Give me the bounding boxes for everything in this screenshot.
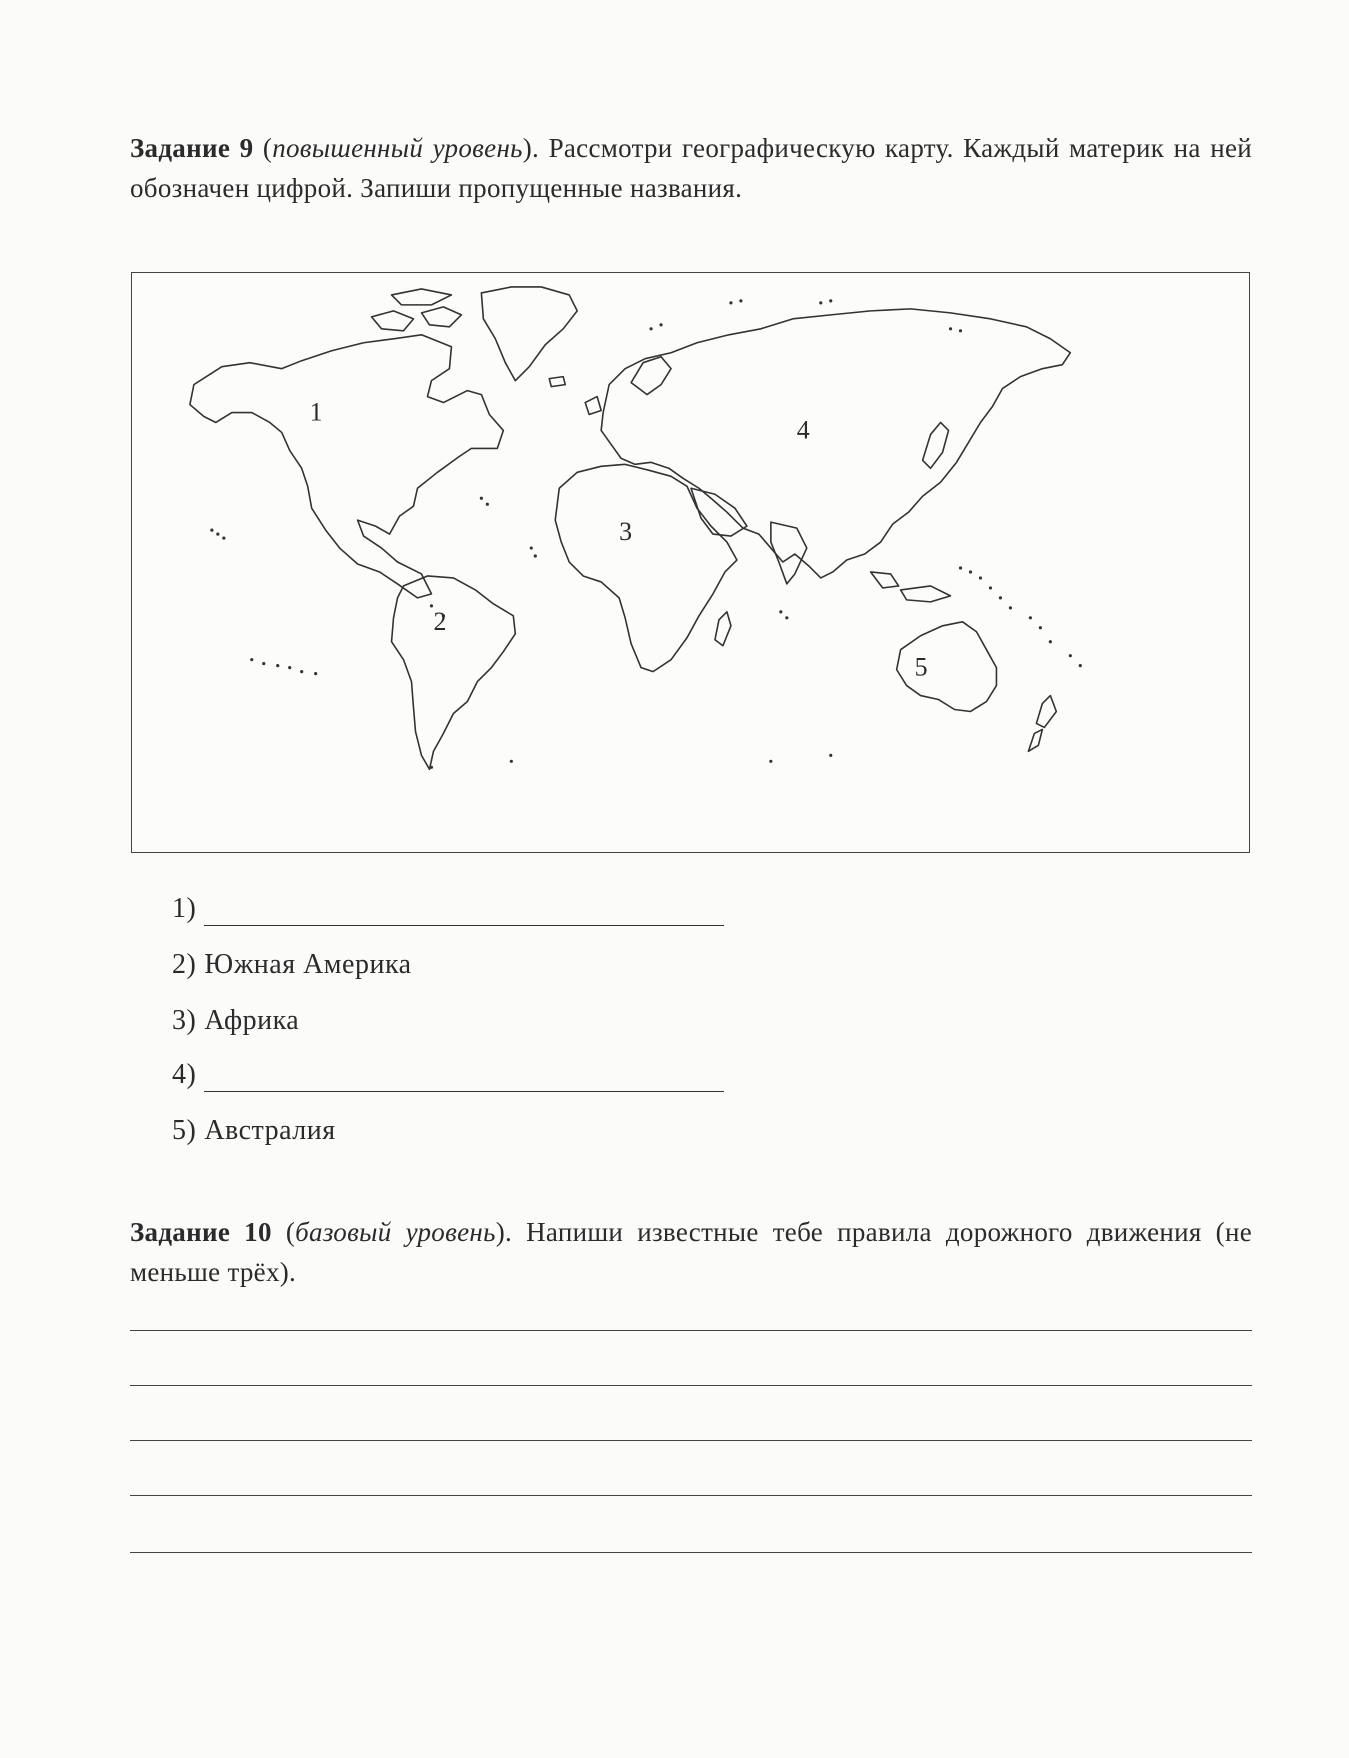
island-dots xyxy=(210,299,1082,769)
answer-1 xyxy=(172,892,724,926)
answer-4-number: 4) xyxy=(172,1059,197,1090)
task-9-text: Задание 9 (повышенный уровень). Рассмотри географическую карту. Каждый материк на ней обозначен цифрой. Запиши пропущенные названия. xyxy=(130,133,1252,203)
answer-1-number: 1) xyxy=(172,893,197,924)
map-label-1: 1 xyxy=(309,397,323,427)
writing-line[interactable] xyxy=(130,1385,1252,1386)
task-9-title: Задание 9 xyxy=(130,133,254,163)
answer-5 xyxy=(172,1114,336,1148)
writing-line[interactable] xyxy=(130,1440,1252,1441)
task-9-body: . Рассмотри географическую карту. Каждый материк на ней обозначен цифрой. Запиши пропущенные названия. xyxy=(130,133,1252,203)
answer-3-number: 3) xyxy=(172,1005,197,1036)
answer-2-text: Южная Америка xyxy=(204,949,412,980)
writing-line[interactable] xyxy=(130,1330,1252,1331)
writing-line[interactable] xyxy=(130,1495,1252,1496)
map-label-5: 5 xyxy=(914,652,928,682)
map-label-2: 2 xyxy=(433,606,447,636)
australia-outline xyxy=(897,622,997,712)
answer-2-number: 2) xyxy=(172,949,197,980)
answer-4-blank[interactable] xyxy=(204,1069,724,1092)
map-label-4: 4 xyxy=(796,415,810,445)
task-10-body: . Напиши известные тебе правила дорожного движения (не меньше трёх). xyxy=(130,1217,1253,1287)
africa-outline xyxy=(555,464,737,671)
answer-5-number: 5) xyxy=(172,1115,197,1146)
answer-4 xyxy=(172,1058,724,1092)
greenland-outline xyxy=(481,287,577,381)
answer-1-blank[interactable] xyxy=(204,903,724,926)
world-map xyxy=(131,272,1250,853)
task-10-title: Задание 10 xyxy=(130,1217,272,1247)
answer-3-text: Африка xyxy=(204,1005,300,1036)
answer-3 xyxy=(172,1004,299,1038)
answer-2 xyxy=(172,948,412,982)
world-map-outline xyxy=(132,273,1249,852)
task-10-text: Задание 10 (базовый уровень). Напиши известные тебе правила дорожного движения (не меньше трёх). xyxy=(130,1217,1253,1287)
north-america-outline xyxy=(190,335,503,598)
writing-line[interactable] xyxy=(130,1552,1252,1553)
south-america-outline xyxy=(392,576,516,769)
task-10-level: базовый уровень xyxy=(295,1217,496,1247)
eurasia-outline xyxy=(601,309,1070,578)
answer-5-text: Австралия xyxy=(204,1115,336,1146)
task-9-level: повышенный уровень xyxy=(272,133,523,163)
map-label-3: 3 xyxy=(619,517,633,547)
